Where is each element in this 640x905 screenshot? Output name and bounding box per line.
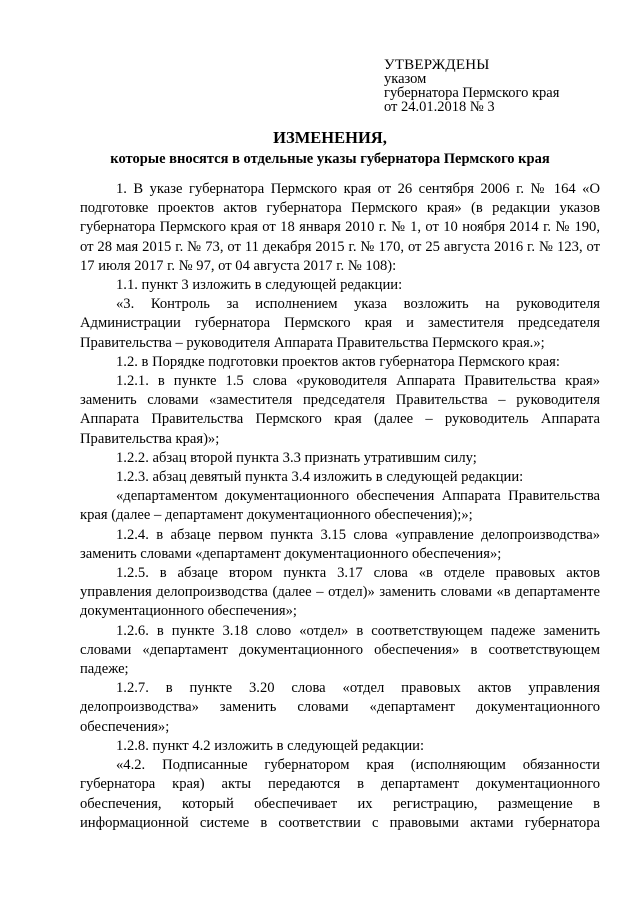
approval-line: губернатора Пермского края — [384, 85, 560, 101]
paragraph: 1.2.8. пункт 4.2 изложить в следующей редакции: — [116, 737, 425, 754]
paragraph: 1.2.2. абзац второй пункта 3.3 признать утратившим силу; — [116, 449, 477, 466]
paragraph: 1.1. пункт 3 изложить в следующей редакции: — [116, 277, 403, 294]
paragraph: 1.2.3. абзац девятый пункта 3.4 изложить в следующей редакции: — [116, 469, 524, 486]
paragraph: 1.2.7. в пункте 3.20 слова «отдел правовых актов управления делопроизводства» заменить словами «департамент документационного обеспечения»; — [80, 680, 600, 735]
paragraph: 1.2.4. в абзаце первом пункта 3.15 слова «управление делопроизводства» заменить словами «департамент документационного обеспечения»; — [80, 526, 600, 562]
document-body — [80, 180, 600, 833]
document-subtitle: которые вносятся в отдельные указы губернатора Пермского края — [110, 151, 550, 167]
approval-date: от 24.01.2018 № 3 — [384, 99, 495, 115]
approval-stamp — [384, 58, 614, 114]
document-title: ИЗМЕНЕНИЯ, — [273, 128, 387, 147]
paragraph: 1.2. в Порядке подготовки проектов актов губернатора Пермского края: — [116, 353, 560, 370]
approval-line: указом — [384, 71, 427, 87]
paragraph: «департаментом документационного обеспечения Аппарата Правительства края (далее – департамент документационного обеспечения);»; — [80, 488, 600, 524]
paragraph: 1.2.5. в абзаце втором пункта 3.17 слова «в отделе правовых актов управления делопроизводства (далее – отдел)» заменить словами «в департаменте документационного обеспечения»; — [80, 565, 600, 620]
paragraph: 1.2.1. в пункте 1.5 слова «руководителя Аппарата Правительства края» заменить словами «заместителя председателя Правительства – руководителя Аппарата Правительства Пермского края (далее – руководитель Аппарата Правительства края)»; — [80, 373, 600, 447]
paragraph: «4.2. Подписанные губернатором края (исполняющим обязанности губернатора края) акты передаются в департамент документационного обеспечения, который обеспечивает их регистрацию, размещение в информационной системе в соответствии с правовыми актами губернатора — [80, 757, 600, 831]
paragraph: «3. Контроль за исполнением указа возложить на руководителя Администрации губернатора Пермского края и заместителя председателя Правительства – руководителя Аппарата Правительства Пермского края.»; — [80, 296, 600, 351]
paragraph: 1.2.6. в пункте 3.18 слово «отдел» в соответствующем падеже заменить словами «департамент документационного обеспечения» в соответствующем падеже; — [80, 622, 600, 678]
paragraph: 1. В указе губернатора Пермского края от 26 сентября 2006 г. № 164 «О подготовке проектов актов губернатора Пермского края» (в редакции указов губернатора Пермского края от 18 января 2010 г. № 1, от 10 ноября 2014 г. № 190, от 28 мая 2015 г. № 73, от 11 декабря 2015 г. № 170, от 25 августа 2016 г. № 123, от 17 июля 2017 г. № 97, от 04 августа 2017 г. № 108): — [80, 181, 600, 274]
approval-title: УТВЕРЖДЕНЫ — [384, 57, 490, 73]
